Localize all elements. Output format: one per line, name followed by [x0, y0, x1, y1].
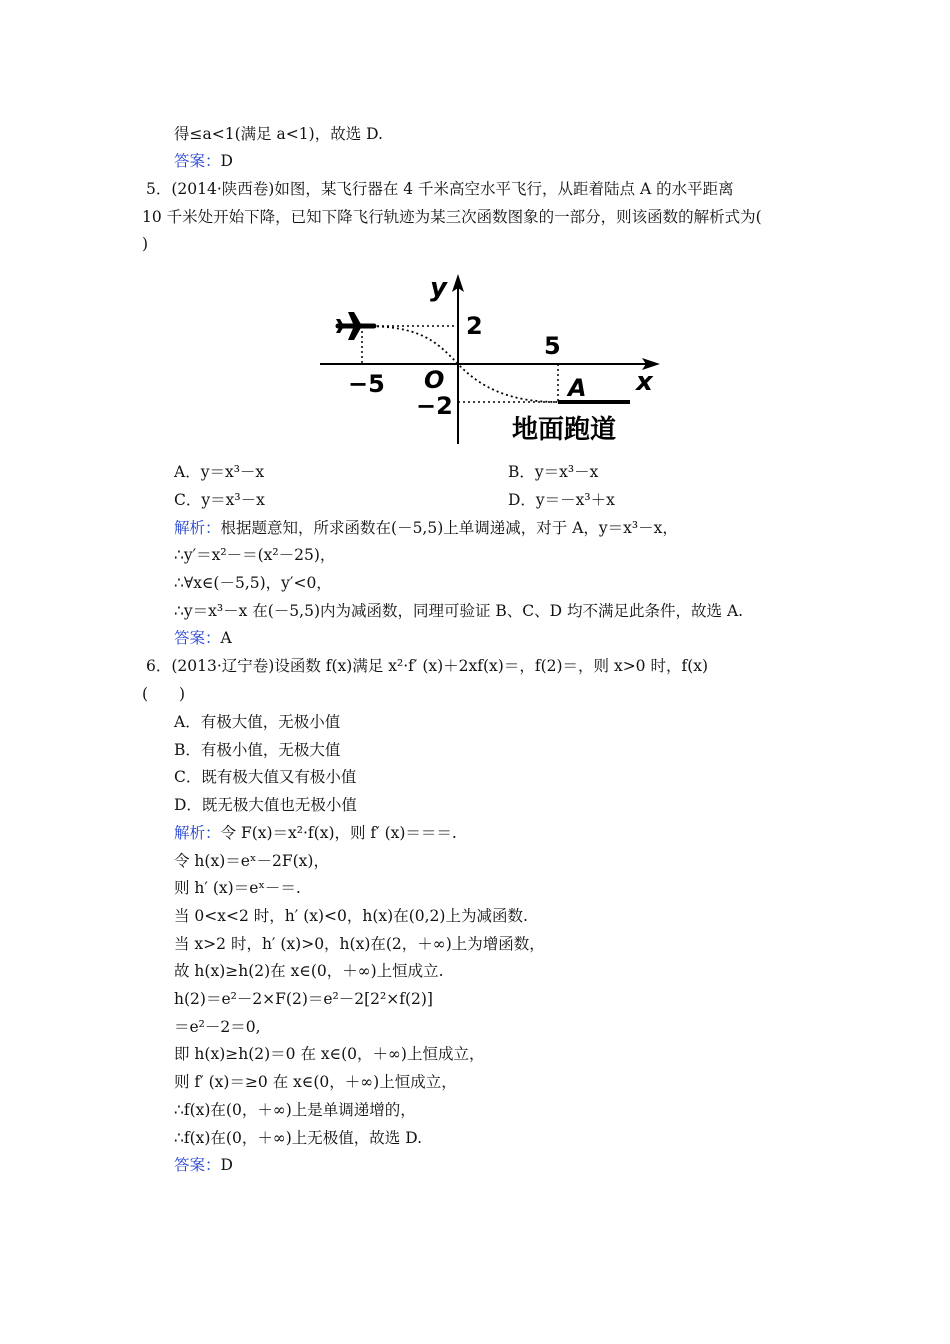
answer-line-6 — [174, 1155, 233, 1175]
solution-6-line-4: 当 0<x<2 时，h′ (x)<0，h(x)在(0,2)上为减函数. — [174, 907, 528, 925]
answer-label: 答案： — [174, 152, 221, 170]
question-6-line-2: ( ) — [142, 685, 186, 703]
answer-value: D — [220, 152, 233, 170]
answer-label: 答案： — [174, 629, 221, 647]
solution-6-line-8: ＝e²－2＝0, — [174, 1018, 261, 1036]
flight-path-figure — [310, 268, 670, 450]
origin-label: O — [424, 366, 445, 394]
solution-6-line-3: 则 h′ (x)＝eˣ－＝. — [174, 879, 301, 897]
option-a: A．y＝x³－x — [174, 463, 265, 481]
solution-text: 根据题意知，所求函数在(－5,5)上单调递减，对于 A，y＝x³－x， — [220, 519, 678, 537]
answer-value: A — [220, 629, 232, 647]
option-d: D．y＝－x³＋x — [508, 491, 615, 509]
question-5-line-3: ) — [142, 235, 149, 253]
answer-value: D — [220, 1156, 233, 1174]
solution-6-line-5: 当 x>2 时，h′ (x)>0，h(x)在(2，＋∞)上为增函数， — [174, 935, 545, 953]
tick-label-neg5: −5 — [348, 370, 385, 398]
question-6-option-d: D．既无极大值也无极小值 — [174, 796, 357, 814]
answer-line-5 — [174, 628, 232, 648]
question-5-line-2: 10 千米处开始下降，已知下降飞行轨迹为某三次函数图象的一部分，则该函数的解析式为( — [142, 208, 762, 226]
solution-6-line-7: h(2)＝e²－2×F(2)＝e²－2[2²×f(2)] — [174, 990, 433, 1008]
tick-label-neg2: −2 — [416, 392, 453, 420]
question-6-option-a: A．有极大值，无极小值 — [174, 713, 341, 731]
question-6-option-c: C．既有极大值又有极小值 — [174, 768, 357, 786]
question-6-line-1: 6．(2013·辽宁卷)设函数 f(x)满足 x²·f′ (x)＋2xf(x)＝，f(2)＝，则 x>0 时，f(x) — [146, 657, 709, 675]
option-b: B．y＝x³－x — [508, 463, 599, 481]
solution-5-line-2: ∴y′＝x²－＝(x²－25)， — [174, 546, 336, 564]
solution-6-line-6: 故 h(x)≥h(2)在 x∈(0，＋∞)上恒成立. — [174, 962, 444, 980]
solution-label: 解析： — [174, 824, 221, 842]
solution-6-line-1 — [174, 823, 457, 843]
solution-6-line-11: ∴f(x)在(0，＋∞)上是单调递增的， — [174, 1101, 416, 1119]
solution-label: 解析： — [174, 519, 221, 537]
solution-6-line-10: 则 f′ (x)＝≥0 在 x∈(0，＋∞)上恒成立， — [174, 1073, 457, 1091]
solution-6-line-12: ∴f(x)在(0，＋∞)上无极值，故选 D. — [174, 1129, 423, 1147]
runway-label: 地面跑道 — [512, 415, 617, 445]
question-5-line-1: 5．(2014·陕西卷)如图，某飞行器在 4 千米高空水平飞行，从距着陆点 A 的水平距离 — [146, 180, 734, 198]
answer-label: 答案： — [174, 1156, 221, 1174]
solution-5-line-1 — [174, 518, 678, 538]
solution-5-line-4: ∴y＝x³－x 在(－5,5)内为减函数，同理可验证 B、C、D 均不满足此条件，故选 A. — [174, 602, 744, 620]
answer-line — [174, 151, 233, 171]
solution-6-line-2: 令 h(x)＝eˣ－2F(x)， — [174, 852, 329, 870]
text-line: 得≤a<1(满足 a<1)，故选 D. — [174, 125, 383, 143]
option-c: C．y＝x³－x — [174, 491, 265, 509]
question-6-option-b: B．有极小值，无极大值 — [174, 741, 341, 759]
solution-text: 令 F(x)＝x²·f(x)，则 f′ (x)＝＝＝. — [220, 824, 457, 842]
tick-label-2: 2 — [466, 312, 483, 340]
airplane-icon — [336, 312, 374, 340]
x-axis-label: x — [636, 367, 653, 397]
tick-label-5: 5 — [544, 332, 561, 360]
solution-6-line-9: 即 h(x)≥h(2)＝0 在 x∈(0，＋∞)上恒成立， — [174, 1045, 485, 1063]
point-a-label: A — [568, 374, 587, 402]
solution-5-line-3: ∴∀x∈(－5,5)，y′<0， — [174, 574, 332, 592]
y-axis-label: y — [430, 273, 447, 303]
